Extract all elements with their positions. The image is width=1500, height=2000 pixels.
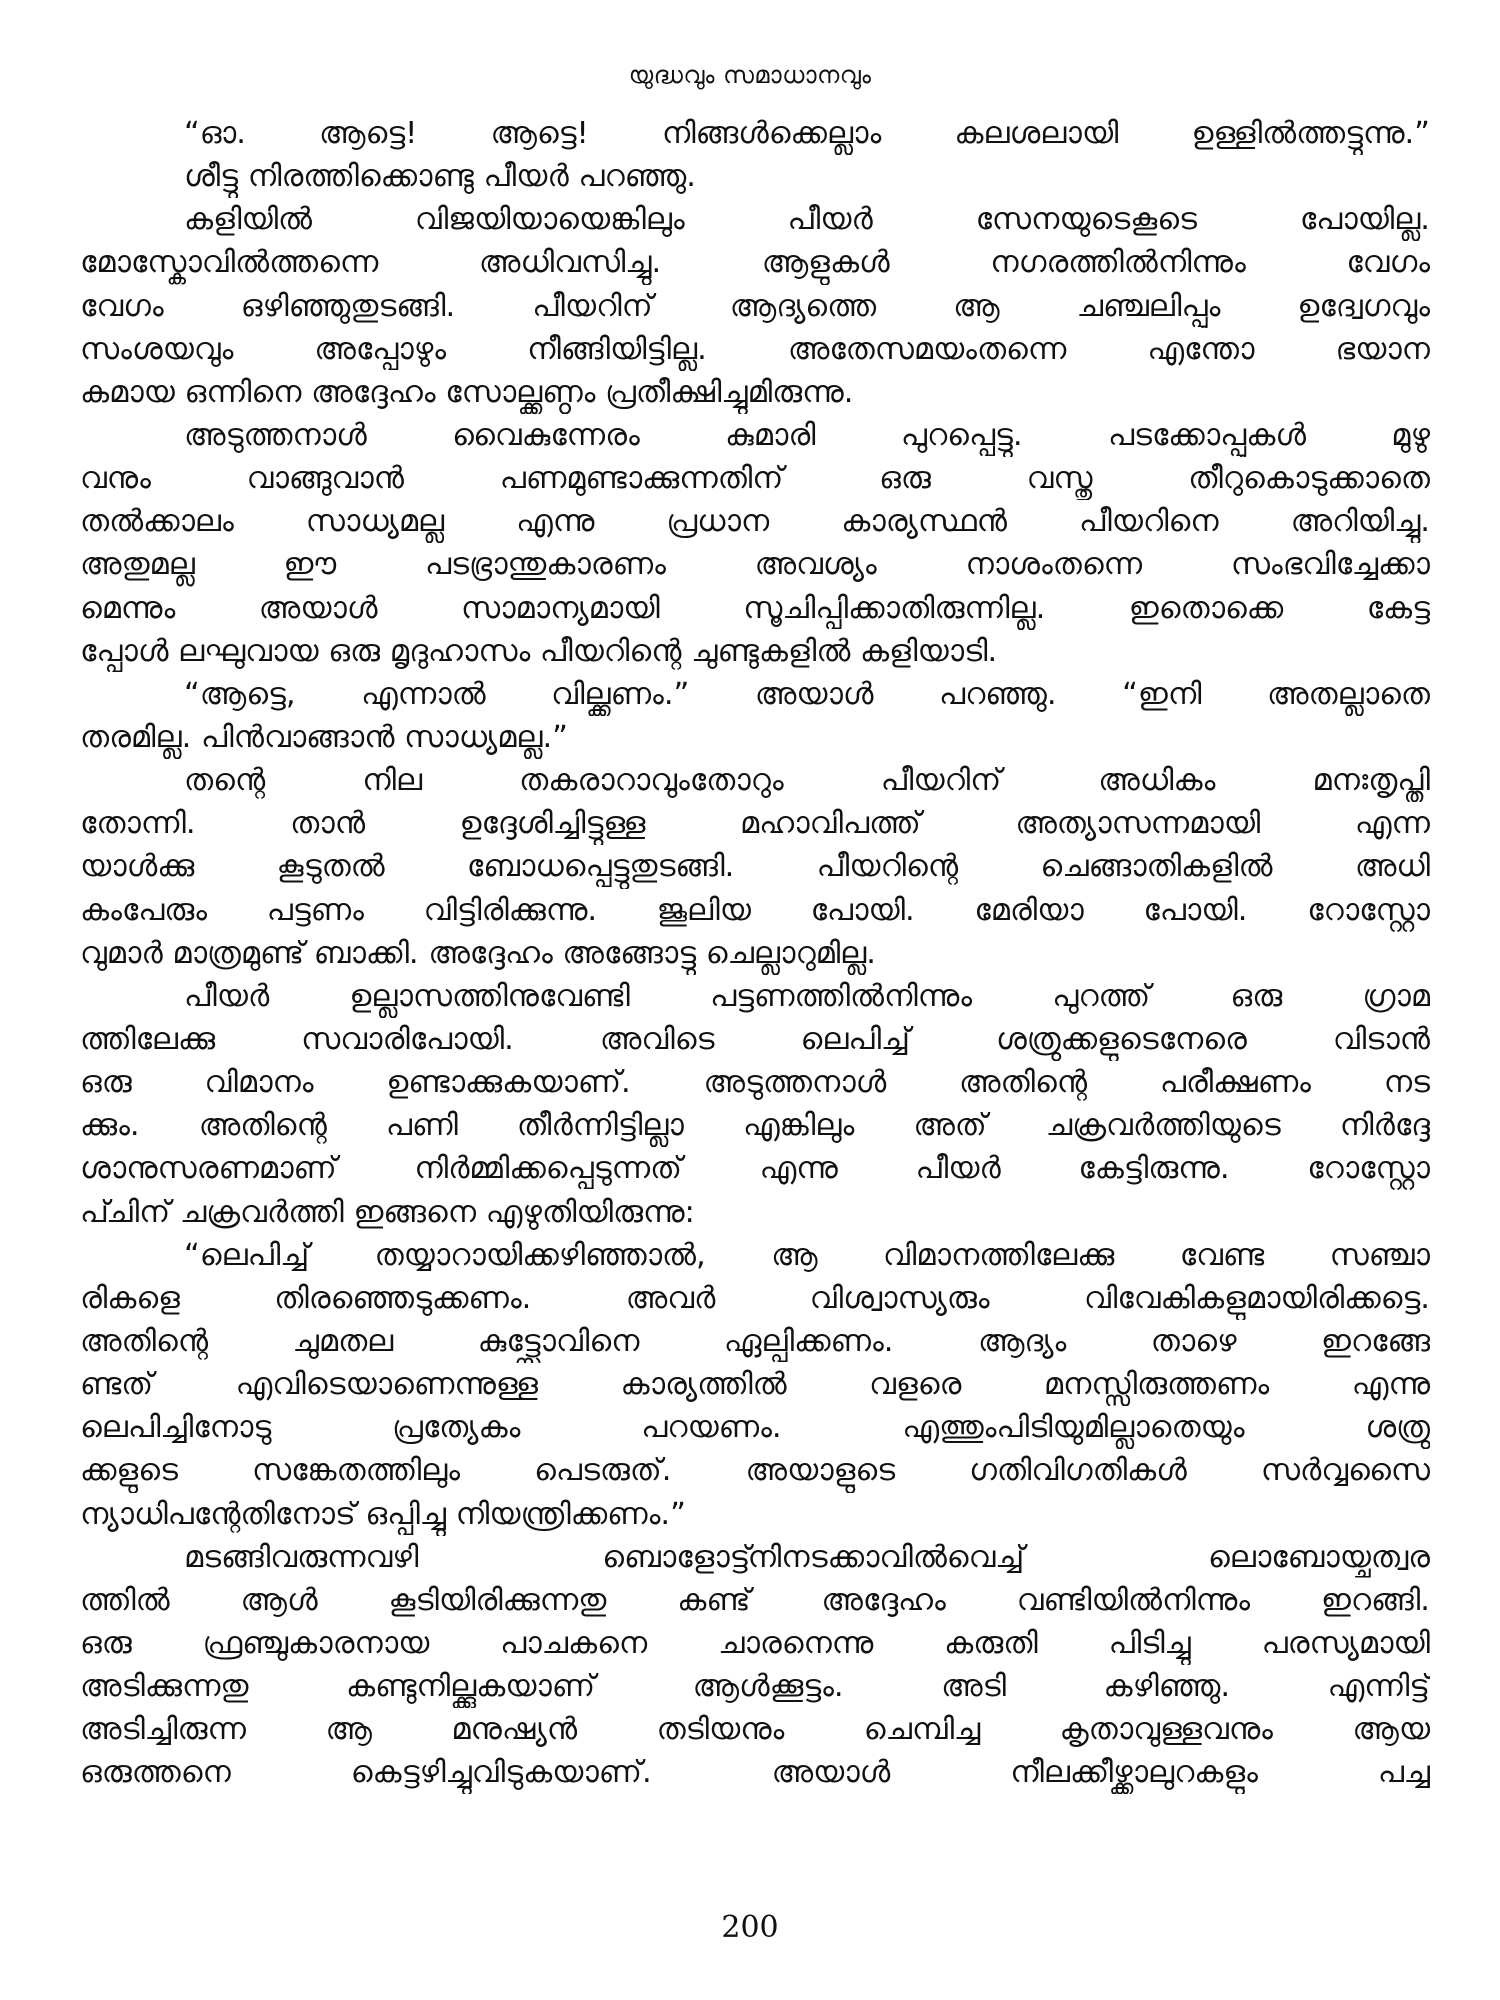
text-line: അതിന്റെ ചുമതല കുട്ട്സോവിനെ ഏല്പിക്കണം. ആദ്യം താഴെ ഇറങ്ങേ: [80, 1323, 1430, 1359]
text-line: “ആട്ടെ, എന്നാൽ വില്ക്കണം.” അയാൾ പറഞ്ഞു. “ഇനി അതല്ലാതെ: [184, 676, 1430, 712]
text-line: ശീട്ടു നിരത്തിക്കൊണ്ടു പീയർ പറഞ്ഞു.: [184, 159, 696, 195]
text-line: മടങ്ങിവരുന്നവഴി ബൊളോട്ട്നിനടക്കാവിൽവെച്ച് ലൊബോയ്ചത്വര: [184, 1539, 1430, 1575]
text-line: ക്കും. അതിന്റെ പണി തീർന്നിട്ടില്ലാ എങ്കിലും അത് ചക്രവർത്തിയുടെ നിർദ്ദേ: [80, 1108, 1430, 1144]
text-line: യാൾക്കു കൂടുതൽ ബോധപ്പെട്ടുതുടങ്ങി. പീയറിന്റെ ചെങ്ങാതികളിൽ അധി: [80, 849, 1430, 885]
text-line: “ലെപിച്ച് തയ്യാറായിക്കഴിഞ്ഞാൽ, ആ വിമാനത്തിലേക്കു വേണ്ട സഞ്ചാ: [184, 1237, 1430, 1273]
text-line: തന്റെ നില തകരാറാവുംതോറും പീയറിന് അധികം മനഃതൃപ്തി: [184, 763, 1430, 799]
text-line: ത്തിലേക്കു സവാരിപോയി. അവിടെ ലെപിച്ച് ശത്രുക്കളുടെനേരെ വിടാൻ: [80, 1021, 1430, 1057]
text-line: പീയർ ഉല്ലാസത്തിനുവേണ്ടി പട്ടണത്തിൽനിന്നും പുറത്ത് ഒരു ഗ്രാമ: [184, 978, 1430, 1014]
text-line: തൽക്കാലം സാധ്യമല്ല എന്നു പ്രധാന കാര്യസ്ഥൻ പീയറിനെ അറിയിച്ചു.: [80, 504, 1430, 540]
text-line: ലെപിച്ചിനോടു പ്രത്യേകം പറയണം. എത്തുംപിടിയുമില്ലാതെയും ശത്രു: [80, 1410, 1430, 1446]
text-line: അതുമല്ല ഈ പടഭ്രാന്തുകാരണം അവശ്യം നാശംതന്നെ സംഭവിച്ചേക്കാ: [80, 547, 1430, 583]
text-line: വേഗം ഒഴിഞ്ഞുതുടങ്ങി. പീയറിന് ആദ്യത്തെ ആ ചഞ്ചലിപ്പും ഉദ്വേഗവും: [80, 288, 1430, 324]
text-line: രികളെ തിരഞ്ഞെടുക്കണം. അവർ വിശ്വാസ്യരും വിവേകികളുമായിരിക്കട്ടെ.: [80, 1280, 1430, 1316]
text-line: മോസ്കോവിൽത്തന്നെ അധിവസിച്ചു. ആളുകൾ നഗരത്തിൽനിന്നും വേഗം: [80, 245, 1430, 281]
text-line: തോന്നി. താൻ ഉദ്ദേശിച്ചിട്ടുള്ള മഹാവിപത്ത് അത്യാസന്നമായി എന്ന: [80, 806, 1430, 842]
text-line: ഒരു വിമാനം ഉണ്ടാക്കുകയാണ്. അടുത്തനാൾ അതിന്റെ പരീക്ഷണം നട: [80, 1065, 1430, 1101]
text-line: “ഓ. ആട്ടെ! ആട്ടെ! നിങ്ങൾക്കെല്ലാം കലശലായി ഉള്ളിൽത്തട്ടുന്നു.”: [184, 116, 1430, 151]
text-line: ണ്ടത് എവിടെയാണെന്നുള്ള കാര്യത്തിൽ വളരെ മനസ്സിരുത്തണം എന്നു: [80, 1367, 1430, 1403]
text-line: അടിക്കുന്നതു കണ്ടുനില്ക്കുകയാണ് ആൾക്കൂട്ടം. അടി കഴിഞ്ഞു. എന്നിട്ട്: [80, 1669, 1430, 1705]
text-line: ന്യാധിപന്റേതിനോട് ഒപ്പിച്ചു നിയന്ത്രിക്കണം.”: [80, 1496, 686, 1532]
text-line: കംപേരും പട്ടണം വിട്ടിരിക്കുന്നു. ജൂലിയ പോയി. മേരിയാ പോയി. റോസ്റ്റോ: [80, 892, 1430, 928]
text-line: കളിയിൽ വിജയിയായെങ്കിലും പീയർ സേനയുടെകൂടെ പോയില്ല.: [184, 202, 1430, 238]
page-number: 200: [721, 1910, 779, 1945]
running-head: യുദ്ധവും സമാധാനവും: [628, 61, 872, 89]
text-line: അടുത്തനാൾ വൈകുന്നേരം കുമാരി പുറപ്പെട്ടു. പടക്കോപ്പുകൾ മുഴു: [184, 417, 1430, 453]
text-line: കമായ ഒന്നിനെ അദ്ദേഹം സോല്ക്കണ്ഠം പ്രതീക്ഷിച്ചുമിരുന്നു.: [80, 374, 854, 410]
text-line: പ്പോൾ ലഘുവായ ഒരു മൃദുഹാസം പീയറിന്റെ ചുണ്ടുകളിൽ കളിയാടി.: [80, 633, 998, 669]
text-line: തരമില്ല. പിൻവാങ്ങാൻ സാധ്യമല്ല.”: [80, 719, 568, 755]
text-line: സംശയവും അപ്പോഴും നീങ്ങിയിട്ടില്ല. അതേസമയംതന്നെ എന്തോ ഭയാന: [80, 331, 1430, 367]
text-line: ക്കളുടെ സങ്കേതത്തിലും പെടരുത്. അയാളുടെ ഗതിവിഗതികൾ സർവ്വസൈ: [80, 1453, 1430, 1489]
text-line: വനും വാങ്ങുവാൻ പണമുണ്ടാക്കുന്നതിന് ഒരു വസ്തു തീറുകൊടുക്കാതെ: [80, 461, 1430, 497]
text-line: പ്ചിന് ചക്രവർത്തി ഇങ്ങനെ എഴുതിയിരുന്നു:: [80, 1194, 695, 1230]
text-line: അടിച്ചിരുന്ന ആ മനുഷ്യൻ തടിയനും ചെമ്പിച്ച കൃതാവുള്ളവനും ആയ: [80, 1712, 1430, 1748]
body-text: [80, 112, 1430, 1794]
text-line: വുമാർ മാത്രമുണ്ട് ബാക്കി. അദ്ദേഹം അങ്ങോട്ടു ചെല്ലാറുമില്ല.: [80, 935, 876, 971]
text-line: ശാനുസരണമാണ് നിർമ്മിക്കപ്പെടുന്നത് എന്നു പീയർ കേട്ടിരുന്നു. റോസ്റ്റോ: [80, 1151, 1430, 1187]
text-line: ഒരുത്തനെ കെട്ടഴിച്ചുവിടുകയാണ്. അയാൾ നീലക്കീഴ്ക്കാലുറകളും പച്ച: [80, 1755, 1430, 1791]
text-line: ഒരു ഫ്രഞ്ചുകാരനായ പാചകനെ ചാരനെന്നു കരുതി പിടിച്ചു പരസ്യമായി: [80, 1625, 1430, 1661]
text-line: ത്തിൽ ആൾ കൂടിയിരിക്കുന്നതു കണ്ട് അദ്ദേഹം വണ്ടിയിൽനിന്നും ഇറങ്ങി.: [80, 1582, 1430, 1618]
text-line: മെന്നും അയാൾ സാമാന്യമായി സൂചിപ്പിക്കാതിരുന്നില്ല. ഇതൊക്കെ കേട്ട: [80, 590, 1430, 626]
